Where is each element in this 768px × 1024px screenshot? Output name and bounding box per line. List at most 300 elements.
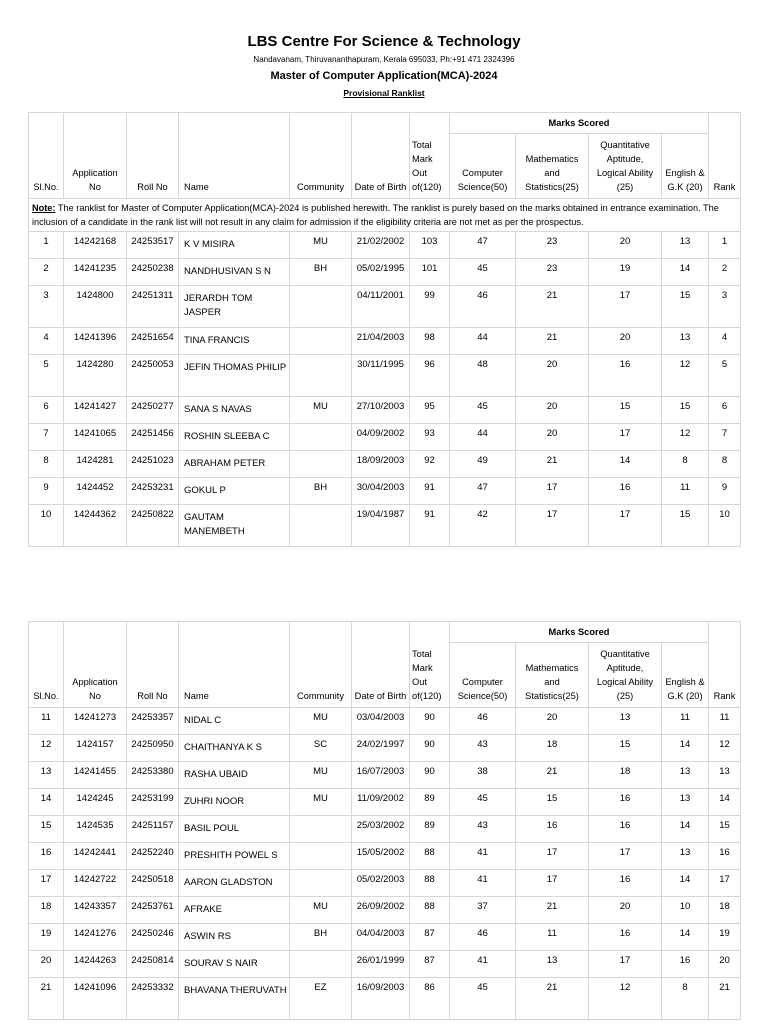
cell-dob: 30/04/2003 (352, 478, 410, 505)
cell-total: 92 (410, 451, 450, 478)
cell-mathematics: 21 (516, 897, 589, 924)
col-header-quantitative: Quantitative Aptitude, Logical Ability (25) (589, 643, 662, 708)
cell-name: GOKUL P (179, 478, 290, 505)
table-row (29, 978, 741, 1020)
cell-dob: 25/03/2002 (352, 816, 410, 843)
cell-community: MU (290, 397, 352, 424)
cell-name: BHAVANA THERUVATH (179, 978, 290, 1020)
cell-mathematics: 23 (516, 259, 589, 286)
cell-english: 15 (662, 397, 709, 424)
cell-english: 11 (662, 478, 709, 505)
cell-quantitative: 17 (589, 505, 662, 547)
cell-computer-science: 41 (450, 870, 516, 897)
cell-dob: 16/07/2003 (352, 762, 410, 789)
cell-quantitative: 16 (589, 355, 662, 397)
cell-mathematics: 17 (516, 870, 589, 897)
cell-english: 13 (662, 789, 709, 816)
cell-mathematics: 18 (516, 735, 589, 762)
cell-roll-no: 24250950 (127, 735, 179, 762)
cell-community (290, 328, 352, 355)
col-header-total: Total Mark Out of(120) (410, 113, 450, 199)
cell-community (290, 870, 352, 897)
cell-total: 89 (410, 789, 450, 816)
cell-roll-no: 24251456 (127, 424, 179, 451)
col-header-rank: Rank (709, 113, 741, 199)
cell-english: 15 (662, 505, 709, 547)
cell-application-no: 14244263 (64, 951, 127, 978)
cell-english: 14 (662, 735, 709, 762)
col-header-community: Community (290, 113, 352, 199)
cell-computer-science: 48 (450, 355, 516, 397)
cell-dob: 04/04/2003 (352, 924, 410, 951)
cell-roll-no: 24250518 (127, 870, 179, 897)
cell-quantitative: 14 (589, 451, 662, 478)
cell-name: NANDHUSIVAN S N (179, 259, 290, 286)
cell-computer-science: 45 (450, 259, 516, 286)
col-header-dob: Date of Birth (352, 113, 410, 199)
cell-dob: 26/01/1999 (352, 951, 410, 978)
cell-total: 90 (410, 762, 450, 789)
cell-roll-no: 24252240 (127, 843, 179, 870)
cell-rank: 13 (709, 762, 741, 789)
cell-dob: 16/09/2003 (352, 978, 410, 1020)
institution-address: Nandavanam, Thiruvananthapuram, Kerala 695033, Ph:+91 471 2324396 (253, 55, 515, 64)
cell-roll-no: 24253761 (127, 897, 179, 924)
cell-community: BH (290, 259, 352, 286)
cell-dob: 26/09/2002 (352, 897, 410, 924)
cell-community (290, 505, 352, 547)
table-row (29, 870, 741, 897)
cell-name: SOURAV S NAIR (179, 951, 290, 978)
cell-dob: 05/02/1995 (352, 259, 410, 286)
col-header-application-no: Application No (64, 113, 127, 199)
ranklist-note (29, 199, 741, 232)
cell-quantitative: 12 (589, 978, 662, 1020)
cell-community: BH (290, 924, 352, 951)
cell-computer-science: 44 (450, 328, 516, 355)
cell-application-no: 1424452 (64, 478, 127, 505)
cell-quantitative: 16 (589, 816, 662, 843)
cell-computer-science: 47 (450, 232, 516, 259)
cell-english: 11 (662, 708, 709, 735)
cell-english: 8 (662, 451, 709, 478)
cell-english: 13 (662, 762, 709, 789)
cell-name: ASWIN RS (179, 924, 290, 951)
cell-mathematics: 16 (516, 816, 589, 843)
table-row (29, 505, 741, 547)
col-header-name: Name (179, 113, 290, 199)
cell-community (290, 355, 352, 397)
table-row (29, 789, 741, 816)
cell-total: 86 (410, 978, 450, 1020)
cell-mathematics: 11 (516, 924, 589, 951)
cell-slno: 6 (29, 397, 64, 424)
cell-computer-science: 42 (450, 505, 516, 547)
cell-slno: 17 (29, 870, 64, 897)
cell-application-no: 1424245 (64, 789, 127, 816)
cell-mathematics: 21 (516, 286, 589, 328)
cell-mathematics: 17 (516, 505, 589, 547)
table-row (29, 843, 741, 870)
cell-quantitative: 17 (589, 286, 662, 328)
cell-name: NIDAL C (179, 708, 290, 735)
cell-computer-science: 43 (450, 735, 516, 762)
cell-mathematics: 21 (516, 978, 589, 1020)
cell-dob: 19/04/1987 (352, 505, 410, 547)
col-header-quantitative: Quantitative Aptitude, Logical Ability (25) (589, 134, 662, 199)
table-row (29, 924, 741, 951)
cell-dob: 04/11/2001 (352, 286, 410, 328)
cell-rank: 9 (709, 478, 741, 505)
table-row (29, 286, 741, 328)
cell-rank: 7 (709, 424, 741, 451)
cell-computer-science: 37 (450, 897, 516, 924)
cell-dob: 15/05/2002 (352, 843, 410, 870)
cell-application-no: 14241273 (64, 708, 127, 735)
cell-community (290, 451, 352, 478)
cell-quantitative: 15 (589, 735, 662, 762)
cell-mathematics: 21 (516, 451, 589, 478)
cell-name: RASHA UBAID (179, 762, 290, 789)
cell-english: 13 (662, 328, 709, 355)
cell-quantitative: 20 (589, 897, 662, 924)
cell-roll-no: 24250238 (127, 259, 179, 286)
cell-total: 87 (410, 924, 450, 951)
cell-computer-science: 43 (450, 816, 516, 843)
cell-application-no: 14242168 (64, 232, 127, 259)
cell-total: 103 (410, 232, 450, 259)
cell-mathematics: 20 (516, 355, 589, 397)
cell-slno: 14 (29, 789, 64, 816)
col-header-community: Community (290, 622, 352, 708)
table-row (29, 397, 741, 424)
cell-quantitative: 16 (589, 870, 662, 897)
cell-dob: 05/02/2003 (352, 870, 410, 897)
cell-total: 88 (410, 870, 450, 897)
cell-name: K V MISIRA (179, 232, 290, 259)
cell-slno: 21 (29, 978, 64, 1020)
cell-mathematics: 13 (516, 951, 589, 978)
cell-mathematics: 21 (516, 762, 589, 789)
cell-total: 95 (410, 397, 450, 424)
cell-name: PRESHITH POWEL S (179, 843, 290, 870)
cell-english: 13 (662, 232, 709, 259)
cell-quantitative: 17 (589, 951, 662, 978)
cell-english: 15 (662, 286, 709, 328)
cell-rank: 4 (709, 328, 741, 355)
cell-slno: 15 (29, 816, 64, 843)
cell-slno: 3 (29, 286, 64, 328)
cell-roll-no: 24253199 (127, 789, 179, 816)
cell-slno: 16 (29, 843, 64, 870)
cell-slno: 5 (29, 355, 64, 397)
table-row (29, 478, 741, 505)
ranklist-table-2 (28, 621, 741, 1020)
cell-total: 88 (410, 897, 450, 924)
cell-roll-no: 24251157 (127, 816, 179, 843)
cell-application-no: 14241455 (64, 762, 127, 789)
cell-total: 98 (410, 328, 450, 355)
cell-community: MU (290, 232, 352, 259)
cell-name: JEFIN THOMAS PHILIP (179, 355, 290, 397)
cell-english: 12 (662, 355, 709, 397)
cell-total: 96 (410, 355, 450, 397)
cell-community: BH (290, 478, 352, 505)
col-header-computer-science: Computer Science(50) (450, 643, 516, 708)
cell-english: 14 (662, 259, 709, 286)
col-header-roll-no: Roll No (127, 113, 179, 199)
cell-slno: 7 (29, 424, 64, 451)
cell-total: 88 (410, 843, 450, 870)
cell-community: EZ (290, 978, 352, 1020)
cell-slno: 20 (29, 951, 64, 978)
cell-mathematics: 20 (516, 424, 589, 451)
cell-application-no: 14241427 (64, 397, 127, 424)
cell-rank: 10 (709, 505, 741, 547)
cell-slno: 13 (29, 762, 64, 789)
cell-dob: 21/04/2003 (352, 328, 410, 355)
cell-slno: 4 (29, 328, 64, 355)
cell-rank: 3 (709, 286, 741, 328)
cell-mathematics: 23 (516, 232, 589, 259)
col-header-slno: Sl.No. (29, 113, 64, 199)
col-header-name: Name (179, 622, 290, 708)
cell-quantitative: 17 (589, 843, 662, 870)
cell-total: 91 (410, 505, 450, 547)
col-header-english: English & G.K (20) (662, 643, 709, 708)
col-header-mathematics: Mathematics and Statistics(25) (516, 134, 589, 199)
list-title-text: Provisional Ranklist (343, 88, 425, 98)
cell-rank: 15 (709, 816, 741, 843)
table-row (29, 708, 741, 735)
cell-quantitative: 15 (589, 397, 662, 424)
table-row (29, 259, 741, 286)
cell-quantitative: 17 (589, 424, 662, 451)
cell-total: 90 (410, 708, 450, 735)
note-text: The ranklist for Master of Computer Application(MCA)-2024 is published herewith. The ranklist is purely based on the marks obtained in entrance examination. The inclusion of a candidate in the rank list will not result in any claim for admission if the eligibility criteria are not met as per the prospectus. (32, 203, 719, 227)
cell-application-no: 14244362 (64, 505, 127, 547)
cell-slno: 1 (29, 232, 64, 259)
cell-dob: 03/04/2003 (352, 708, 410, 735)
cell-quantitative: 16 (589, 789, 662, 816)
cell-name: ROSHIN SLEEBA C (179, 424, 290, 451)
cell-application-no: 1424280 (64, 355, 127, 397)
cell-community (290, 286, 352, 328)
cell-quantitative: 20 (589, 232, 662, 259)
cell-roll-no: 24253517 (127, 232, 179, 259)
table-row (29, 951, 741, 978)
cell-slno: 12 (29, 735, 64, 762)
cell-rank: 16 (709, 843, 741, 870)
cell-rank: 8 (709, 451, 741, 478)
cell-mathematics: 17 (516, 478, 589, 505)
cell-quantitative: 16 (589, 478, 662, 505)
cell-english: 16 (662, 951, 709, 978)
cell-rank: 12 (709, 735, 741, 762)
cell-computer-science: 45 (450, 397, 516, 424)
cell-application-no: 14242441 (64, 843, 127, 870)
cell-name: CHAITHANYA K S (179, 735, 290, 762)
cell-community (290, 816, 352, 843)
table-row (29, 762, 741, 789)
table-row (29, 451, 741, 478)
cell-computer-science: 47 (450, 478, 516, 505)
cell-mathematics: 17 (516, 843, 589, 870)
cell-rank: 19 (709, 924, 741, 951)
table-row (29, 735, 741, 762)
cell-slno: 18 (29, 897, 64, 924)
cell-application-no: 14243357 (64, 897, 127, 924)
cell-application-no: 1424281 (64, 451, 127, 478)
cell-quantitative: 18 (589, 762, 662, 789)
cell-application-no: 14242722 (64, 870, 127, 897)
cell-computer-science: 46 (450, 286, 516, 328)
cell-roll-no: 24250822 (127, 505, 179, 547)
cell-roll-no: 24250814 (127, 951, 179, 978)
cell-dob: 27/10/2003 (352, 397, 410, 424)
cell-roll-no: 24250246 (127, 924, 179, 951)
cell-rank: 5 (709, 355, 741, 397)
marks-scored-header: Marks Scored (450, 622, 709, 643)
cell-quantitative: 13 (589, 708, 662, 735)
cell-name: JERARDH TOM JASPER (179, 286, 290, 328)
cell-application-no: 14241276 (64, 924, 127, 951)
cell-roll-no: 24251023 (127, 451, 179, 478)
cell-computer-science: 49 (450, 451, 516, 478)
cell-roll-no: 24253380 (127, 762, 179, 789)
cell-community: MU (290, 897, 352, 924)
course-title: Master of Computer Application(MCA)-2024 (270, 70, 498, 82)
cell-roll-no: 24251654 (127, 328, 179, 355)
cell-community: MU (290, 762, 352, 789)
cell-community (290, 424, 352, 451)
cell-dob: 04/09/2002 (352, 424, 410, 451)
cell-community: MU (290, 708, 352, 735)
cell-rank: 20 (709, 951, 741, 978)
col-header-computer-science: Computer Science(50) (450, 134, 516, 199)
cell-name: GAUTAM MANEMBETH (179, 505, 290, 547)
cell-name: BASIL POUL (179, 816, 290, 843)
cell-english: 8 (662, 978, 709, 1020)
table-row (29, 816, 741, 843)
marks-scored-header: Marks Scored (450, 113, 709, 134)
cell-english: 10 (662, 897, 709, 924)
cell-dob: 11/09/2002 (352, 789, 410, 816)
cell-computer-science: 38 (450, 762, 516, 789)
ranklist-table-1 (28, 112, 741, 547)
cell-rank: 14 (709, 789, 741, 816)
cell-slno: 8 (29, 451, 64, 478)
cell-computer-science: 45 (450, 789, 516, 816)
cell-mathematics: 20 (516, 397, 589, 424)
cell-roll-no: 24250277 (127, 397, 179, 424)
cell-name: ZUHRI NOOR (179, 789, 290, 816)
table-row (29, 232, 741, 259)
cell-quantitative: 19 (589, 259, 662, 286)
col-header-mathematics: Mathematics and Statistics(25) (516, 643, 589, 708)
institution-title: LBS Centre For Science & Technology (247, 33, 521, 50)
cell-mathematics: 15 (516, 789, 589, 816)
table-row (29, 424, 741, 451)
cell-application-no: 14241235 (64, 259, 127, 286)
cell-english: 14 (662, 870, 709, 897)
cell-slno: 10 (29, 505, 64, 547)
table-row (29, 897, 741, 924)
cell-application-no: 1424800 (64, 286, 127, 328)
cell-roll-no: 24253231 (127, 478, 179, 505)
cell-application-no: 14241065 (64, 424, 127, 451)
col-header-rank: Rank (709, 622, 741, 708)
cell-community (290, 843, 352, 870)
cell-community (290, 951, 352, 978)
cell-english: 13 (662, 843, 709, 870)
cell-application-no: 1424157 (64, 735, 127, 762)
cell-rank: 11 (709, 708, 741, 735)
cell-total: 101 (410, 259, 450, 286)
cell-name: SANA S NAVAS (179, 397, 290, 424)
cell-total: 90 (410, 735, 450, 762)
cell-dob: 30/11/1995 (352, 355, 410, 397)
cell-computer-science: 44 (450, 424, 516, 451)
cell-slno: 11 (29, 708, 64, 735)
cell-total: 89 (410, 816, 450, 843)
cell-roll-no: 24253357 (127, 708, 179, 735)
col-header-roll-no: Roll No (127, 622, 179, 708)
cell-name: AARON GLADSTON (179, 870, 290, 897)
cell-dob: 18/09/2003 (352, 451, 410, 478)
cell-name: ABRAHAM PETER (179, 451, 290, 478)
cell-slno: 19 (29, 924, 64, 951)
cell-community: MU (290, 789, 352, 816)
list-title (0, 88, 768, 98)
cell-rank: 17 (709, 870, 741, 897)
table-row (29, 328, 741, 355)
cell-application-no: 1424535 (64, 816, 127, 843)
cell-computer-science: 45 (450, 978, 516, 1020)
col-header-total: Total Mark Out of(120) (410, 622, 450, 708)
cell-slno: 2 (29, 259, 64, 286)
cell-mathematics: 21 (516, 328, 589, 355)
table-row (29, 355, 741, 397)
cell-computer-science: 41 (450, 843, 516, 870)
col-header-english: English & G.K (20) (662, 134, 709, 199)
cell-name: TINA FRANCIS (179, 328, 290, 355)
cell-total: 93 (410, 424, 450, 451)
cell-rank: 21 (709, 978, 741, 1020)
cell-total: 87 (410, 951, 450, 978)
cell-computer-science: 41 (450, 951, 516, 978)
cell-total: 99 (410, 286, 450, 328)
cell-computer-science: 46 (450, 708, 516, 735)
cell-roll-no: 24251311 (127, 286, 179, 328)
col-header-dob: Date of Birth (352, 622, 410, 708)
col-header-application-no: Application No (64, 622, 127, 708)
col-header-slno: Sl.No. (29, 622, 64, 708)
cell-rank: 6 (709, 397, 741, 424)
cell-community: SC (290, 735, 352, 762)
cell-english: 12 (662, 424, 709, 451)
cell-quantitative: 16 (589, 924, 662, 951)
note-label: Note: (32, 203, 56, 213)
cell-name: AFRAKE (179, 897, 290, 924)
cell-roll-no: 24250053 (127, 355, 179, 397)
cell-quantitative: 20 (589, 328, 662, 355)
cell-roll-no: 24253332 (127, 978, 179, 1020)
cell-english: 14 (662, 816, 709, 843)
cell-slno: 9 (29, 478, 64, 505)
cell-rank: 2 (709, 259, 741, 286)
cell-dob: 24/02/1997 (352, 735, 410, 762)
